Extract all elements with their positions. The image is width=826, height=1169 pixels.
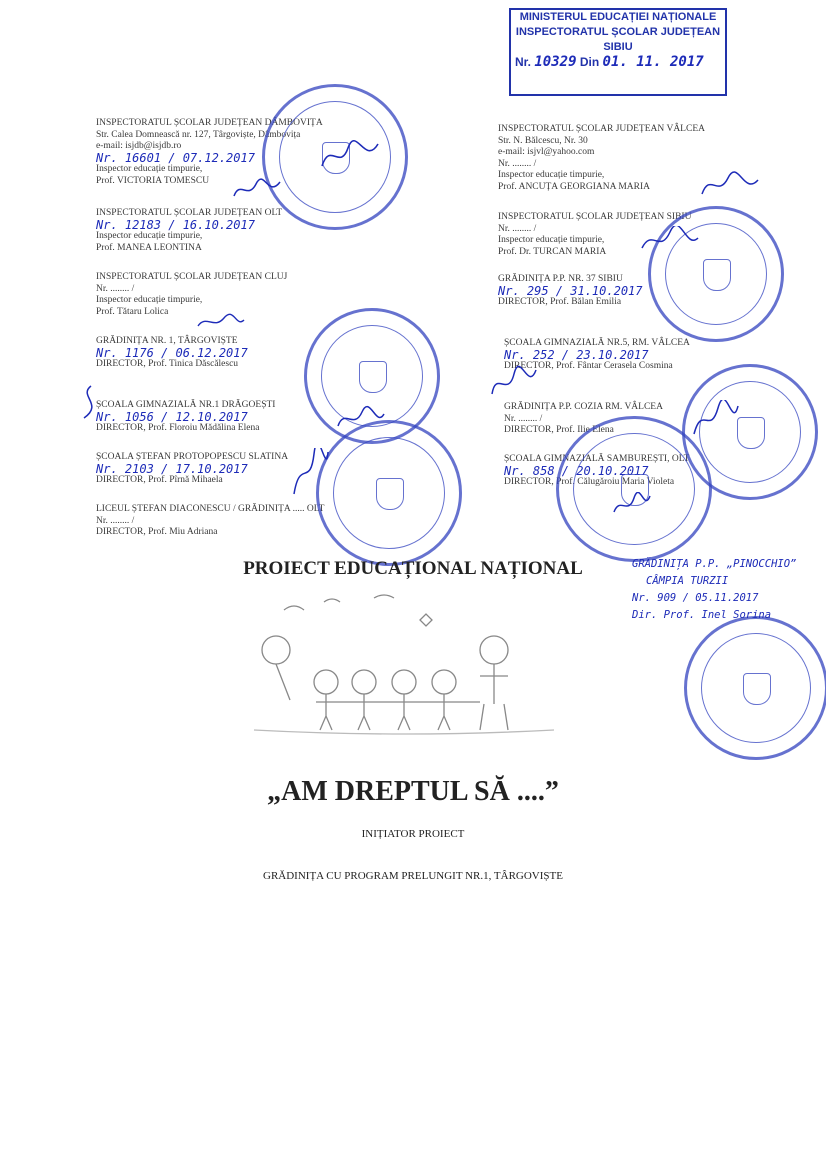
- signature-icon: [488, 364, 538, 400]
- block-line: Prof. Dr. TURCAN MARIA: [498, 246, 607, 257]
- round-seal-icon: [316, 420, 462, 566]
- right-block-gpp-37-sibiu: [498, 274, 643, 309]
- block-line: Inspector educație timpurie,: [498, 170, 605, 180]
- block-line: Nr. ........ /: [96, 283, 135, 294]
- block-line-number: Nr. 1056 / 12.10.2017: [96, 409, 248, 424]
- block-line: INSPECTORATUL ȘCOLAR JUDEȚEAN VÂLCEA: [498, 124, 705, 134]
- block-line: ȘCOALA ȘTEFAN PROTOPOPESCU SLATINA: [96, 452, 289, 462]
- block-line: Nr. ........ /: [504, 413, 543, 424]
- block-line: Str. Calea Domnească nr. 127, Târgoviște, Dâmbovița: [96, 129, 301, 140]
- project-name: „AM DREPTUL SĂ ....”: [267, 776, 559, 807]
- left-block-gradinita-1: [96, 336, 248, 371]
- stamp-nr-value: 10329: [534, 54, 577, 70]
- block-line: Prof. ANCUȚA GEORGIANA MARIA: [498, 181, 651, 192]
- left-block-diaconescu: [96, 504, 324, 539]
- block-line: Inspector educație timpurie,: [96, 295, 203, 305]
- signature-icon: [232, 176, 282, 202]
- block-line-number: Nr. 2103 / 17.10.2017: [96, 461, 248, 476]
- signature-icon: [290, 448, 330, 498]
- left-block-isj-cluj: [96, 272, 287, 318]
- block-line: Prof. VICTORIA TOMESCU: [96, 175, 210, 186]
- stamp-number-row: [511, 55, 725, 70]
- block-line: DIRECTOR, Prof. Pîrnă Mihaela: [96, 475, 223, 485]
- block-line-number: Nr. 252 / 23.10.2017: [504, 347, 649, 362]
- block-line-number: Nr. 12183 / 16.10.2017: [96, 217, 255, 232]
- block-line-number: Nr. 858 / 20.10.2017: [504, 463, 649, 478]
- block-line: Nr. ........ /: [96, 515, 135, 526]
- block-line: INSPECTORATUL ȘCOLAR JUDEȚEAN CLUJ: [96, 272, 288, 282]
- block-line: GRĂDINIȚA P.P. NR. 37 SIBIU: [498, 274, 623, 284]
- block-line: DIRECTOR, Prof. Miu Adriana: [96, 527, 218, 537]
- block-line: e-mail: isjvl@yahoo.com: [498, 147, 595, 157]
- children-illustration: [244, 590, 574, 740]
- left-block-dragoesti: [96, 400, 275, 435]
- block-line: INSPECTORATUL ȘCOLAR JUDEȚEAN SIBIU: [498, 212, 692, 222]
- note-line: Nr. 909 / 05.11.2017: [632, 592, 759, 604]
- signature-icon: [700, 170, 760, 200]
- block-line: INSPECTORATUL ȘCOLAR JUDEȚEAN DÂMBOVIȚA: [96, 118, 323, 128]
- initiator-label: INIȚIATOR PROIECT: [361, 828, 465, 840]
- block-line: DIRECTOR, Prof. Călugăroiu Maria Violeta: [504, 477, 675, 487]
- block-line: INSPECTORATUL ȘCOLAR JUDEȚEAN OLT: [96, 208, 283, 218]
- signature-icon: [196, 312, 246, 332]
- signature-icon: [336, 404, 386, 434]
- block-line: Str. N. Bălcescu, Nr. 30: [498, 135, 588, 146]
- block-line: e-mail: isjdb@isjdb.ro: [96, 141, 182, 151]
- signature-icon: [320, 136, 380, 176]
- project-title: PROIECT EDUCAȚIONAL NAȚIONAL: [243, 558, 583, 579]
- block-line: DIRECTOR, Prof. Bălan Emilia: [498, 297, 622, 307]
- stamp-line2: INSPECTORATUL ȘCOLAR JUDEȚEAN: [515, 26, 721, 38]
- signature-icon: [612, 492, 652, 518]
- block-line: Inspector educație timpurie,: [96, 164, 203, 174]
- block-line: DIRECTOR, Prof. Floroiu Mădălina Elena: [96, 423, 260, 433]
- block-line: GRĂDINIȚA NR. 1, TÂRGOVIȘTE: [96, 336, 238, 346]
- block-line: Prof. Tătaru Lolica: [96, 306, 169, 317]
- block-line: Inspector educație timpurie,: [498, 235, 605, 245]
- block-line: Nr. ........ /: [498, 223, 537, 234]
- stamp-date-value: 01. 11. 2017: [602, 54, 704, 70]
- note-line: Dir. Prof. Inel Sorina: [632, 609, 772, 621]
- block-line: LICEUL ȘTEFAN DIACONESCU / GRĂDINIȚA ..... OLT: [96, 504, 325, 514]
- block-line: Nr. ........ /: [498, 158, 537, 169]
- signature-icon: [690, 400, 740, 440]
- block-line-number: Nr. 1176 / 06.12.2017: [96, 345, 248, 360]
- block-line: DIRECTOR, Prof. Fântar Cerasela Cosmina: [504, 361, 673, 371]
- block-line: Inspector educație timpurie,: [96, 231, 203, 241]
- round-seal-icon: [684, 616, 826, 760]
- block-line: GRĂDINIȚA P.P. COZIA RM. VÂLCEA: [504, 402, 663, 412]
- stamp-nr-label: Nr.: [515, 55, 532, 69]
- stamp-line3: SIBIU: [603, 41, 633, 53]
- note-line: GRĂDINIȚA P.P. „PINOCCHIO”: [632, 558, 797, 570]
- block-line-number: Nr. 295 / 31.10.2017: [498, 283, 643, 298]
- block-line: DIRECTOR, Prof. Ilie Elena: [504, 425, 614, 435]
- left-block-isj-olt: [96, 208, 282, 254]
- initiator-name: GRĂDINIȚA CU PROGRAM PRELUNGIT NR.1, TÂRGOVIȘTE: [263, 870, 563, 882]
- stamp-line1: MINISTERUL EDUCAȚIEI NAȚIONALE: [519, 11, 717, 23]
- registration-stamp: [509, 8, 727, 96]
- block-line: Prof. MANEA LEONTINA: [96, 242, 202, 253]
- right-block-isj-valcea: [498, 124, 705, 193]
- stamp-din-label: Din: [579, 55, 600, 69]
- signature-icon: [76, 384, 106, 420]
- left-block-slatina: [96, 452, 288, 487]
- signature-icon: [640, 226, 700, 256]
- block-line-number: Nr. 16601 / 07.12.2017: [96, 150, 255, 165]
- block-line: ȘCOALA GIMNAZIALĂ NR.1 DRĂGOEȘTI: [96, 400, 276, 410]
- block-line: DIRECTOR, Prof. Tinica Dăscălescu: [96, 359, 239, 369]
- block-line: ȘCOALA GIMNAZIALĂ NR.5, RM. VÂLCEA: [504, 338, 690, 348]
- block-line: ȘCOALA GIMNAZIALĂ SAMBUREȘTI, OLT: [504, 454, 690, 464]
- note-line: CÂMPIA TURZII: [646, 575, 729, 587]
